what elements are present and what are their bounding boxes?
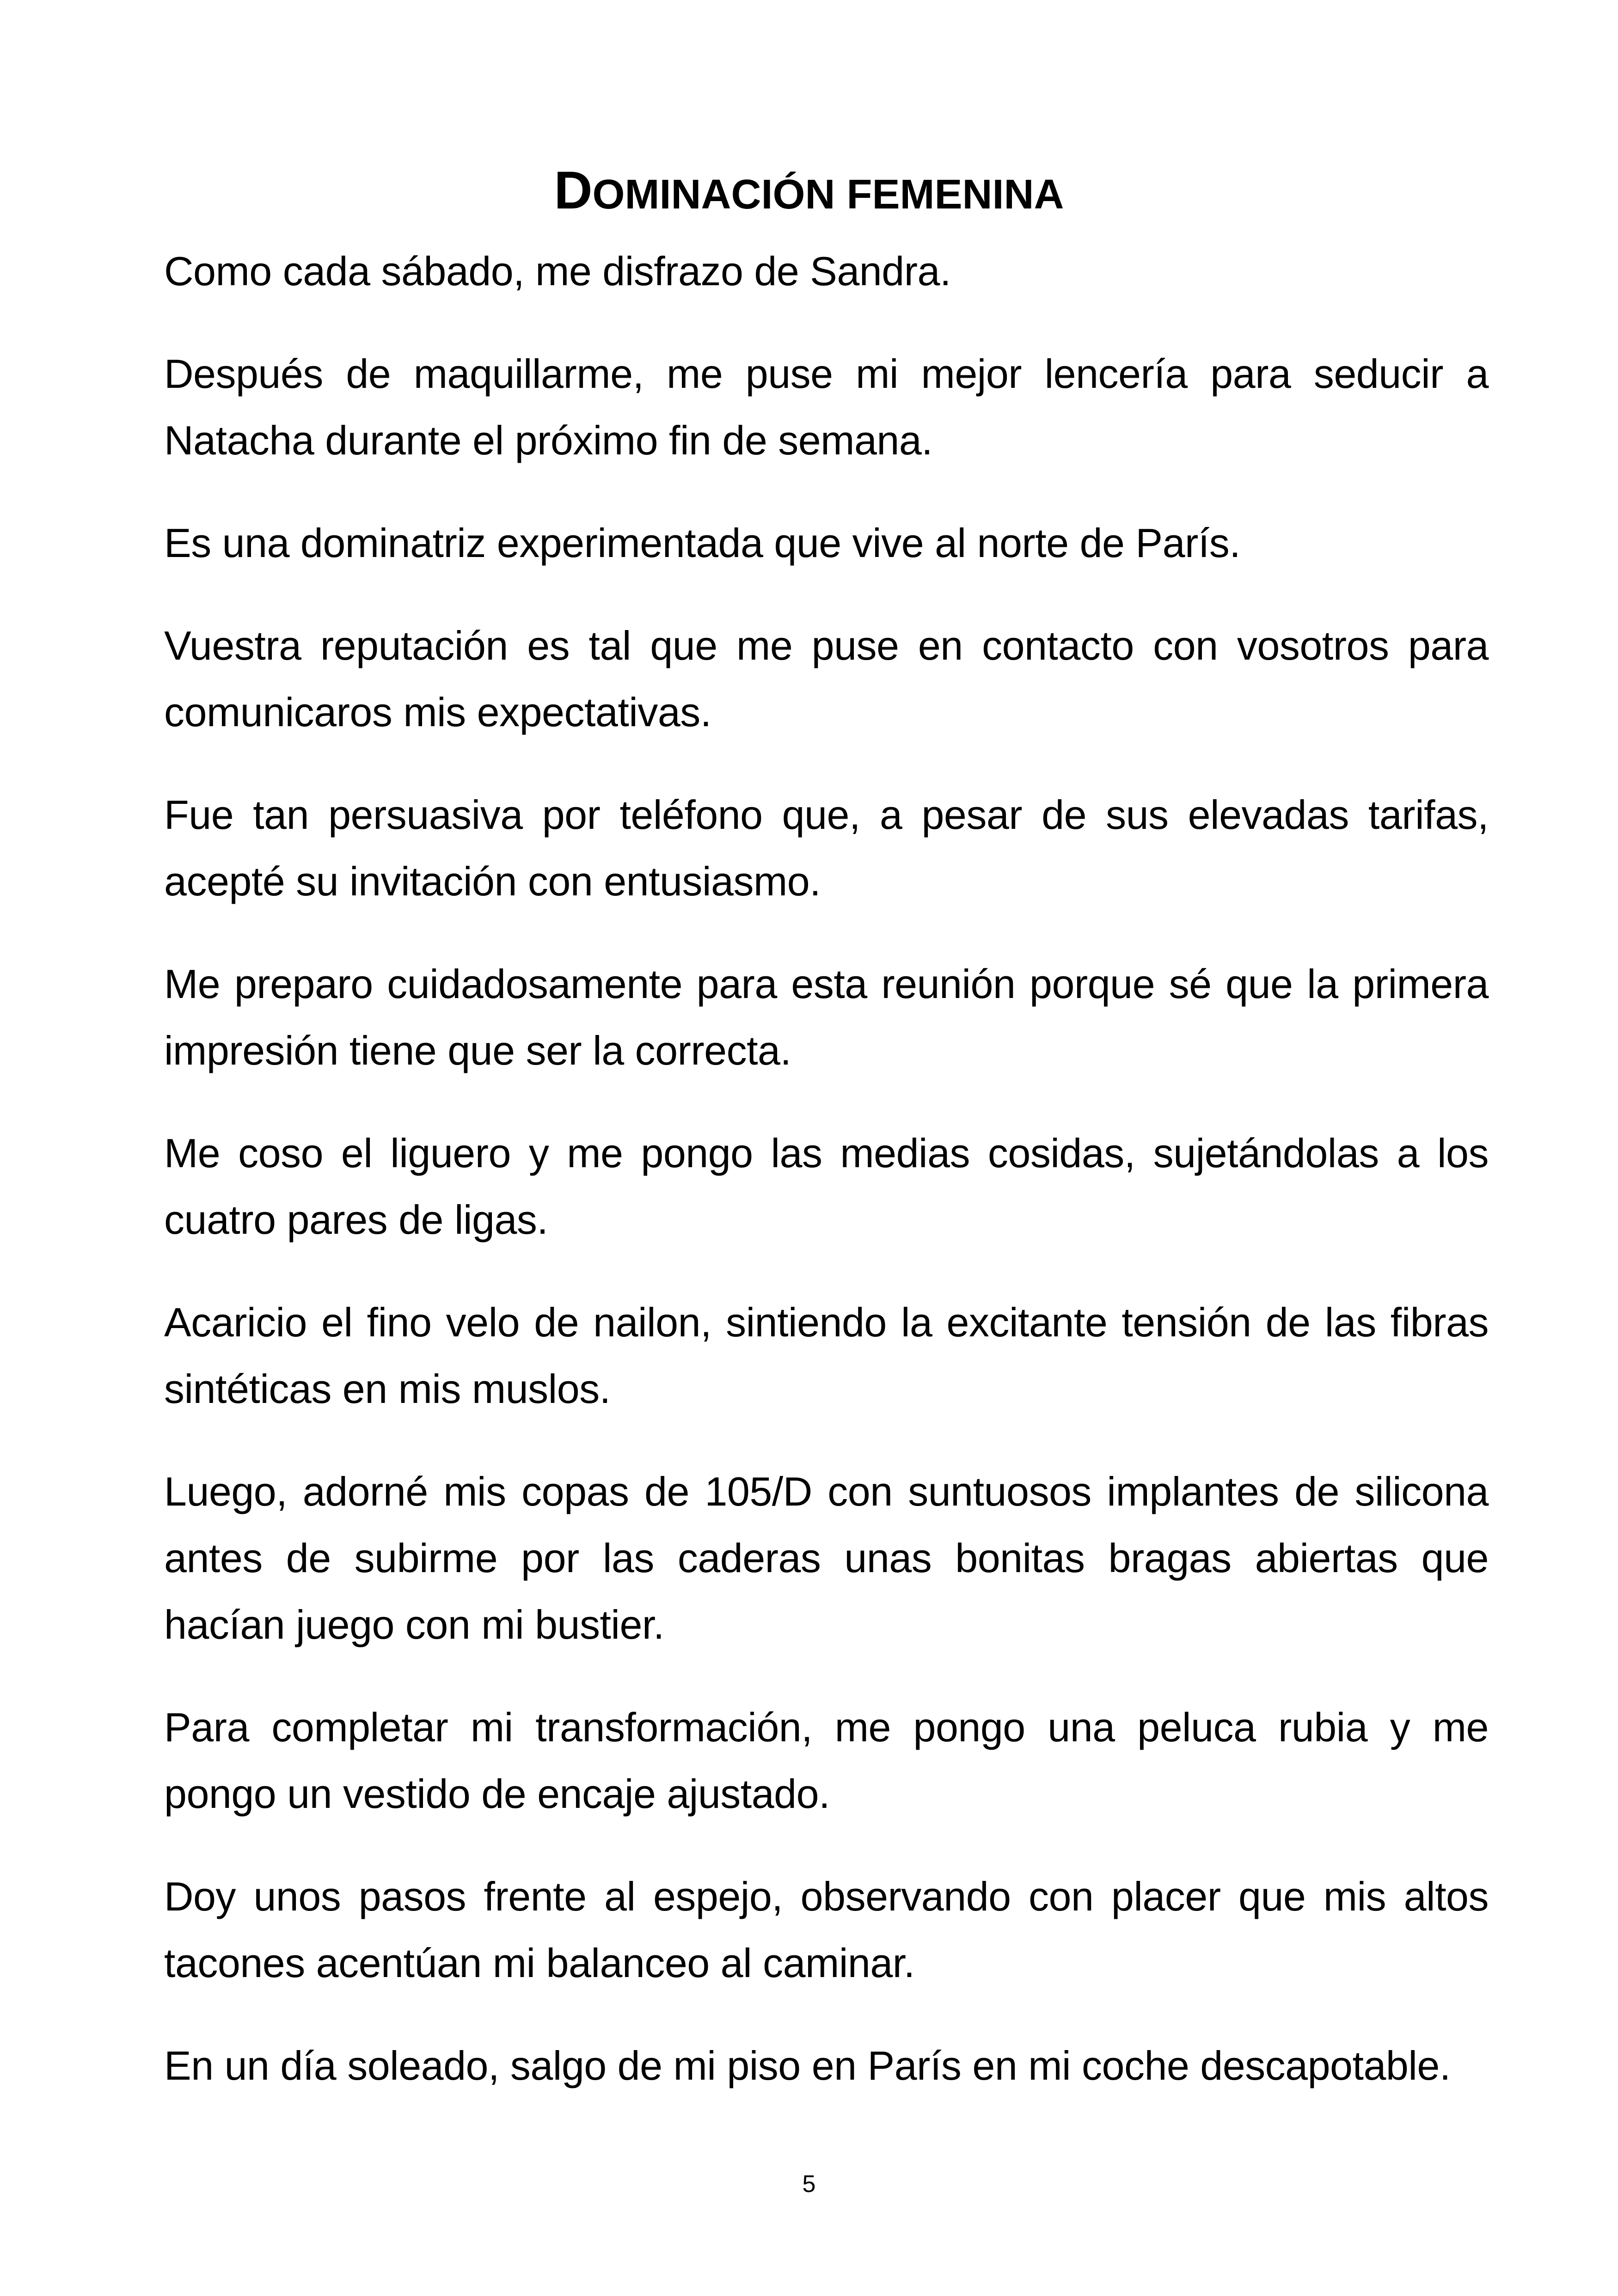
paragraph-6: Me preparo cuidadosamente para esta reunión porque sé que la primera impresión tiene que ser la correcta. (164, 961, 1489, 1073)
paragraph-3: Es una dominatriz experimentada que vive al norte de París. (164, 520, 1241, 566)
chapter-title-rest: OMINACIÓN FEMENINA (592, 171, 1064, 218)
paragraph-10: Para completar mi transformación, me pongo una peluca rubia y me pongo un vestido de encaje ajustado. (164, 1704, 1489, 1817)
paragraph-2: Después de maquillarme, me puse mi mejor lencería para seducir a Natacha durante el próximo fin de semana. (164, 351, 1489, 463)
paragraph-4: Vuestra reputación es tal que me puse en contacto con vosotros para comunicaros mis expectativas. (164, 623, 1489, 735)
paragraph-8: Acaricio el fino velo de nailon, sintiendo la excitante tensión de las fibras sintéticas en mis muslos. (164, 1299, 1489, 1412)
paragraph-7: Me coso el liguero y me pongo las medias cosidas, sujetándolas a los cuatro pares de ligas. (164, 1130, 1489, 1243)
page-number: 5 (802, 2171, 816, 2198)
paragraph-1: Como cada sábado, me disfrazo de Sandra. (164, 248, 951, 294)
body-text (164, 238, 1489, 2135)
chapter-title-initial: D (554, 161, 593, 220)
chapter-title (0, 153, 1618, 232)
paragraph-12: En un día soleado, salgo de mi piso en París en mi coche descapotable. (164, 2043, 1451, 2088)
paragraph-9: Luego, adorné mis copas de 105/D con suntuosos implantes de silicona antes de subirme por las caderas unas bonitas bragas abiertas que hacían juego con mi bustier. (164, 1469, 1489, 1647)
paragraph-5: Fue tan persuasiva por teléfono que, a pesar de sus elevadas tarifas, acepté su invitación con entusiasmo. (164, 792, 1489, 904)
paragraph-11: Doy unos pasos frente al espejo, observando con placer que mis altos tacones acentúan mi balanceo al caminar. (164, 1874, 1489, 1986)
